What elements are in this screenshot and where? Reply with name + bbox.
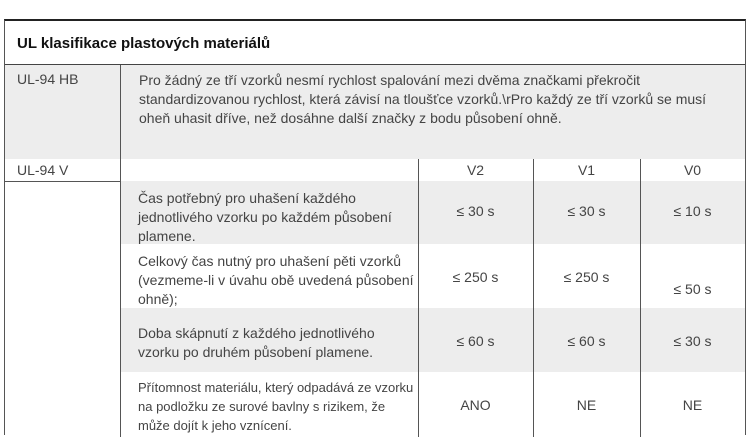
row-description: Čas potřebný pro uhašení každého jednotlivého vzorku po každém působení plamene.: [138, 190, 392, 244]
row-value-v0: ≤ 10 s: [673, 203, 712, 219]
row-value-v2: ≤ 60 s: [456, 333, 495, 349]
table-title: UL klasifikace plastových materiálů: [5, 21, 745, 65]
row-description: Doba skápnutí z každého jednotlivého vzorku po druhém působení plamene.: [138, 325, 375, 360]
column-divider: [418, 159, 419, 437]
column-header-v0: V0: [683, 162, 702, 178]
row-value-v0: ≤ 30 s: [673, 333, 712, 349]
column-header-v1: V1: [577, 162, 596, 178]
row-value-v2: ≤ 250 s: [452, 269, 499, 285]
row-description: Celkový čas nutný pro uhašení pěti vzorků (vezmeme-li v úvahu obě uvedená působení ohně);: [138, 253, 414, 307]
row-value-v2: ANO: [460, 397, 491, 413]
ul94-hb-row: [5, 65, 745, 160]
classification-table: [4, 19, 746, 435]
ul94-hb-label: UL-94 HB: [17, 71, 79, 87]
row-value-v1: ≤ 60 s: [567, 333, 606, 349]
table-row: [120, 244, 745, 308]
ul94-v-label: UL-94 V: [17, 162, 69, 178]
row-description: Přítomnost materiálu, který odpadává ze vzorku na podložku ze surové bavlny s rizikem, že může dojít k jeho vznícení.: [138, 380, 414, 433]
column-divider: [120, 159, 121, 437]
row-value-v0: NE: [682, 397, 703, 413]
row-value-v1: ≤ 30 s: [567, 203, 606, 219]
table-row: [120, 372, 745, 437]
table-row: [120, 308, 745, 372]
table-row: [120, 181, 745, 244]
ul94-hb-description: Pro žádný ze tří vzorků nesmí rychlost spalování mezi dvěma značkami překročit standardizovanou rychlost, která závisí na tloušťce vzorků.\rPro každý ze tří vzorků se musí oheň uhasit dříve, než dosáhne další značky z bodu působení ohně.: [120, 65, 745, 159]
ul94-v-header-row: [5, 159, 745, 182]
column-header-v2: V2: [466, 162, 485, 178]
row-value-v1: ≤ 250 s: [563, 269, 610, 285]
column-divider: [640, 159, 641, 437]
row-value-v0: ≤ 50 s: [673, 281, 712, 297]
column-divider: [533, 159, 534, 437]
row-value-v2: ≤ 30 s: [456, 203, 495, 219]
row-value-v1: NE: [576, 397, 597, 413]
